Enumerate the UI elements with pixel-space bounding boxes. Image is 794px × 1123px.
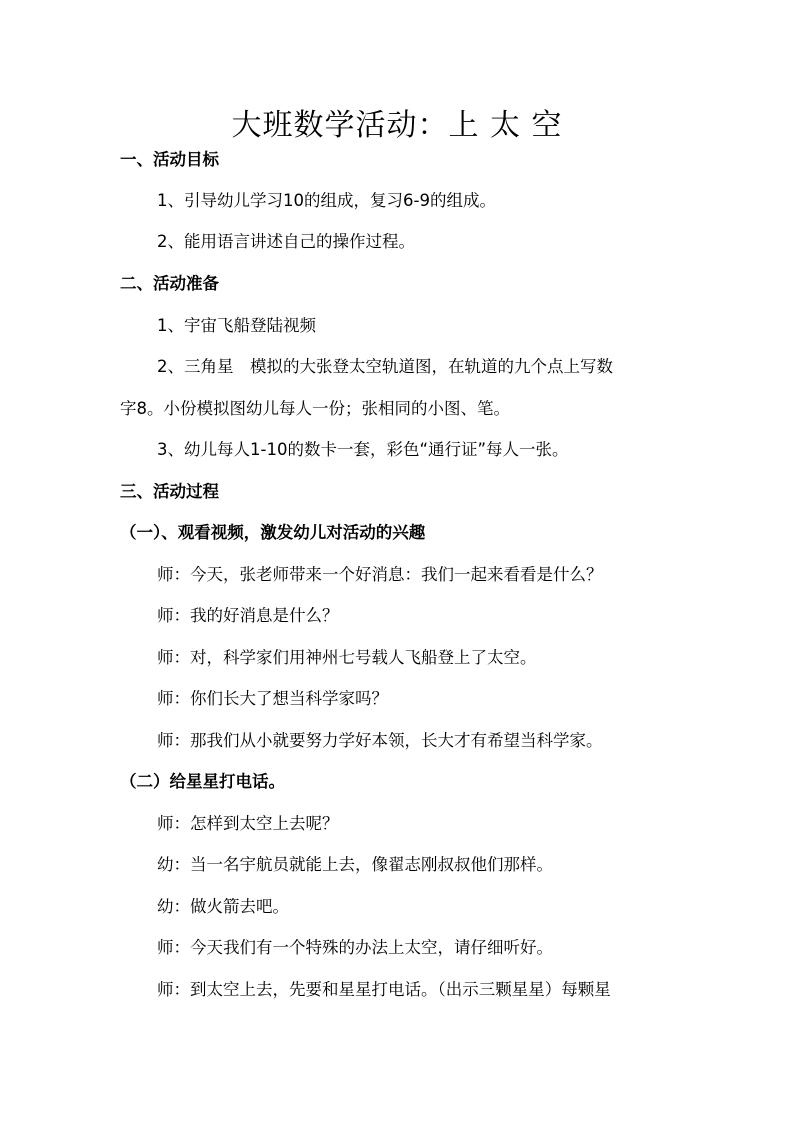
prep-item-2-cont: 字8。小份模拟图幼儿每人一份；张相同的小图、笔。 <box>120 399 510 418</box>
section-heading-process: 三、活动过程 <box>120 482 219 501</box>
dialogue-line: 幼：做火箭去吧。 <box>157 897 289 916</box>
dialogue-line: 幼：当一名宇航员就能上去，像翟志刚叔叔他们那样。 <box>157 855 553 874</box>
dialogue-line: 师：到太空上去，先要和星星打电话。（出示三颗星星）每颗星 <box>157 980 611 999</box>
dialogue-line: 师：那我们从小就要努力学好本领，长大才有希望当科学家。 <box>157 731 603 750</box>
process-part-2-heading: （二）给星星打电话。 <box>120 772 285 791</box>
dialogue-line: 师：对，科学家们用神州七号载人飞船登上了太空。 <box>157 648 537 667</box>
prep-item-3: 3、幼儿每人1-10的数卡一套，彩色“通行证”每人一张。 <box>157 440 569 459</box>
section-heading-preparation: 二、活动准备 <box>120 274 219 293</box>
dialogue-line: 师：我的好消息是什么？ <box>157 606 339 625</box>
process-part-1-heading: （一）、观看视频，激发幼儿对活动的兴趣 <box>120 523 426 542</box>
goal-item-1: 1、引导幼儿学习10的组成，复习6-9的组成。 <box>157 191 496 210</box>
section-heading-goals: 一、活动目标 <box>120 150 219 169</box>
dialogue-line: 师：怎样到太空上去呢？ <box>157 814 339 833</box>
dialogue-line: 师：今天我们有一个特殊的办法上太空，请仔细听好。 <box>157 938 553 957</box>
goal-item-2: 2、能用语言讲述自己的操作过程。 <box>157 232 415 251</box>
document-title: 大班数学活动：上 太 空 <box>231 108 563 143</box>
dialogue-line: 师：今天，张老师带来一个好消息：我们一起来看看是什么？ <box>157 565 603 584</box>
prep-item-2: 2、三角星 模拟的大张登太空轨道图，在轨道的九个点上写数 <box>157 357 613 376</box>
prep-item-1: 1、宇宙飞船登陆视频 <box>157 316 316 335</box>
dialogue-line: 师：你们长大了想当科学家吗？ <box>157 689 388 708</box>
